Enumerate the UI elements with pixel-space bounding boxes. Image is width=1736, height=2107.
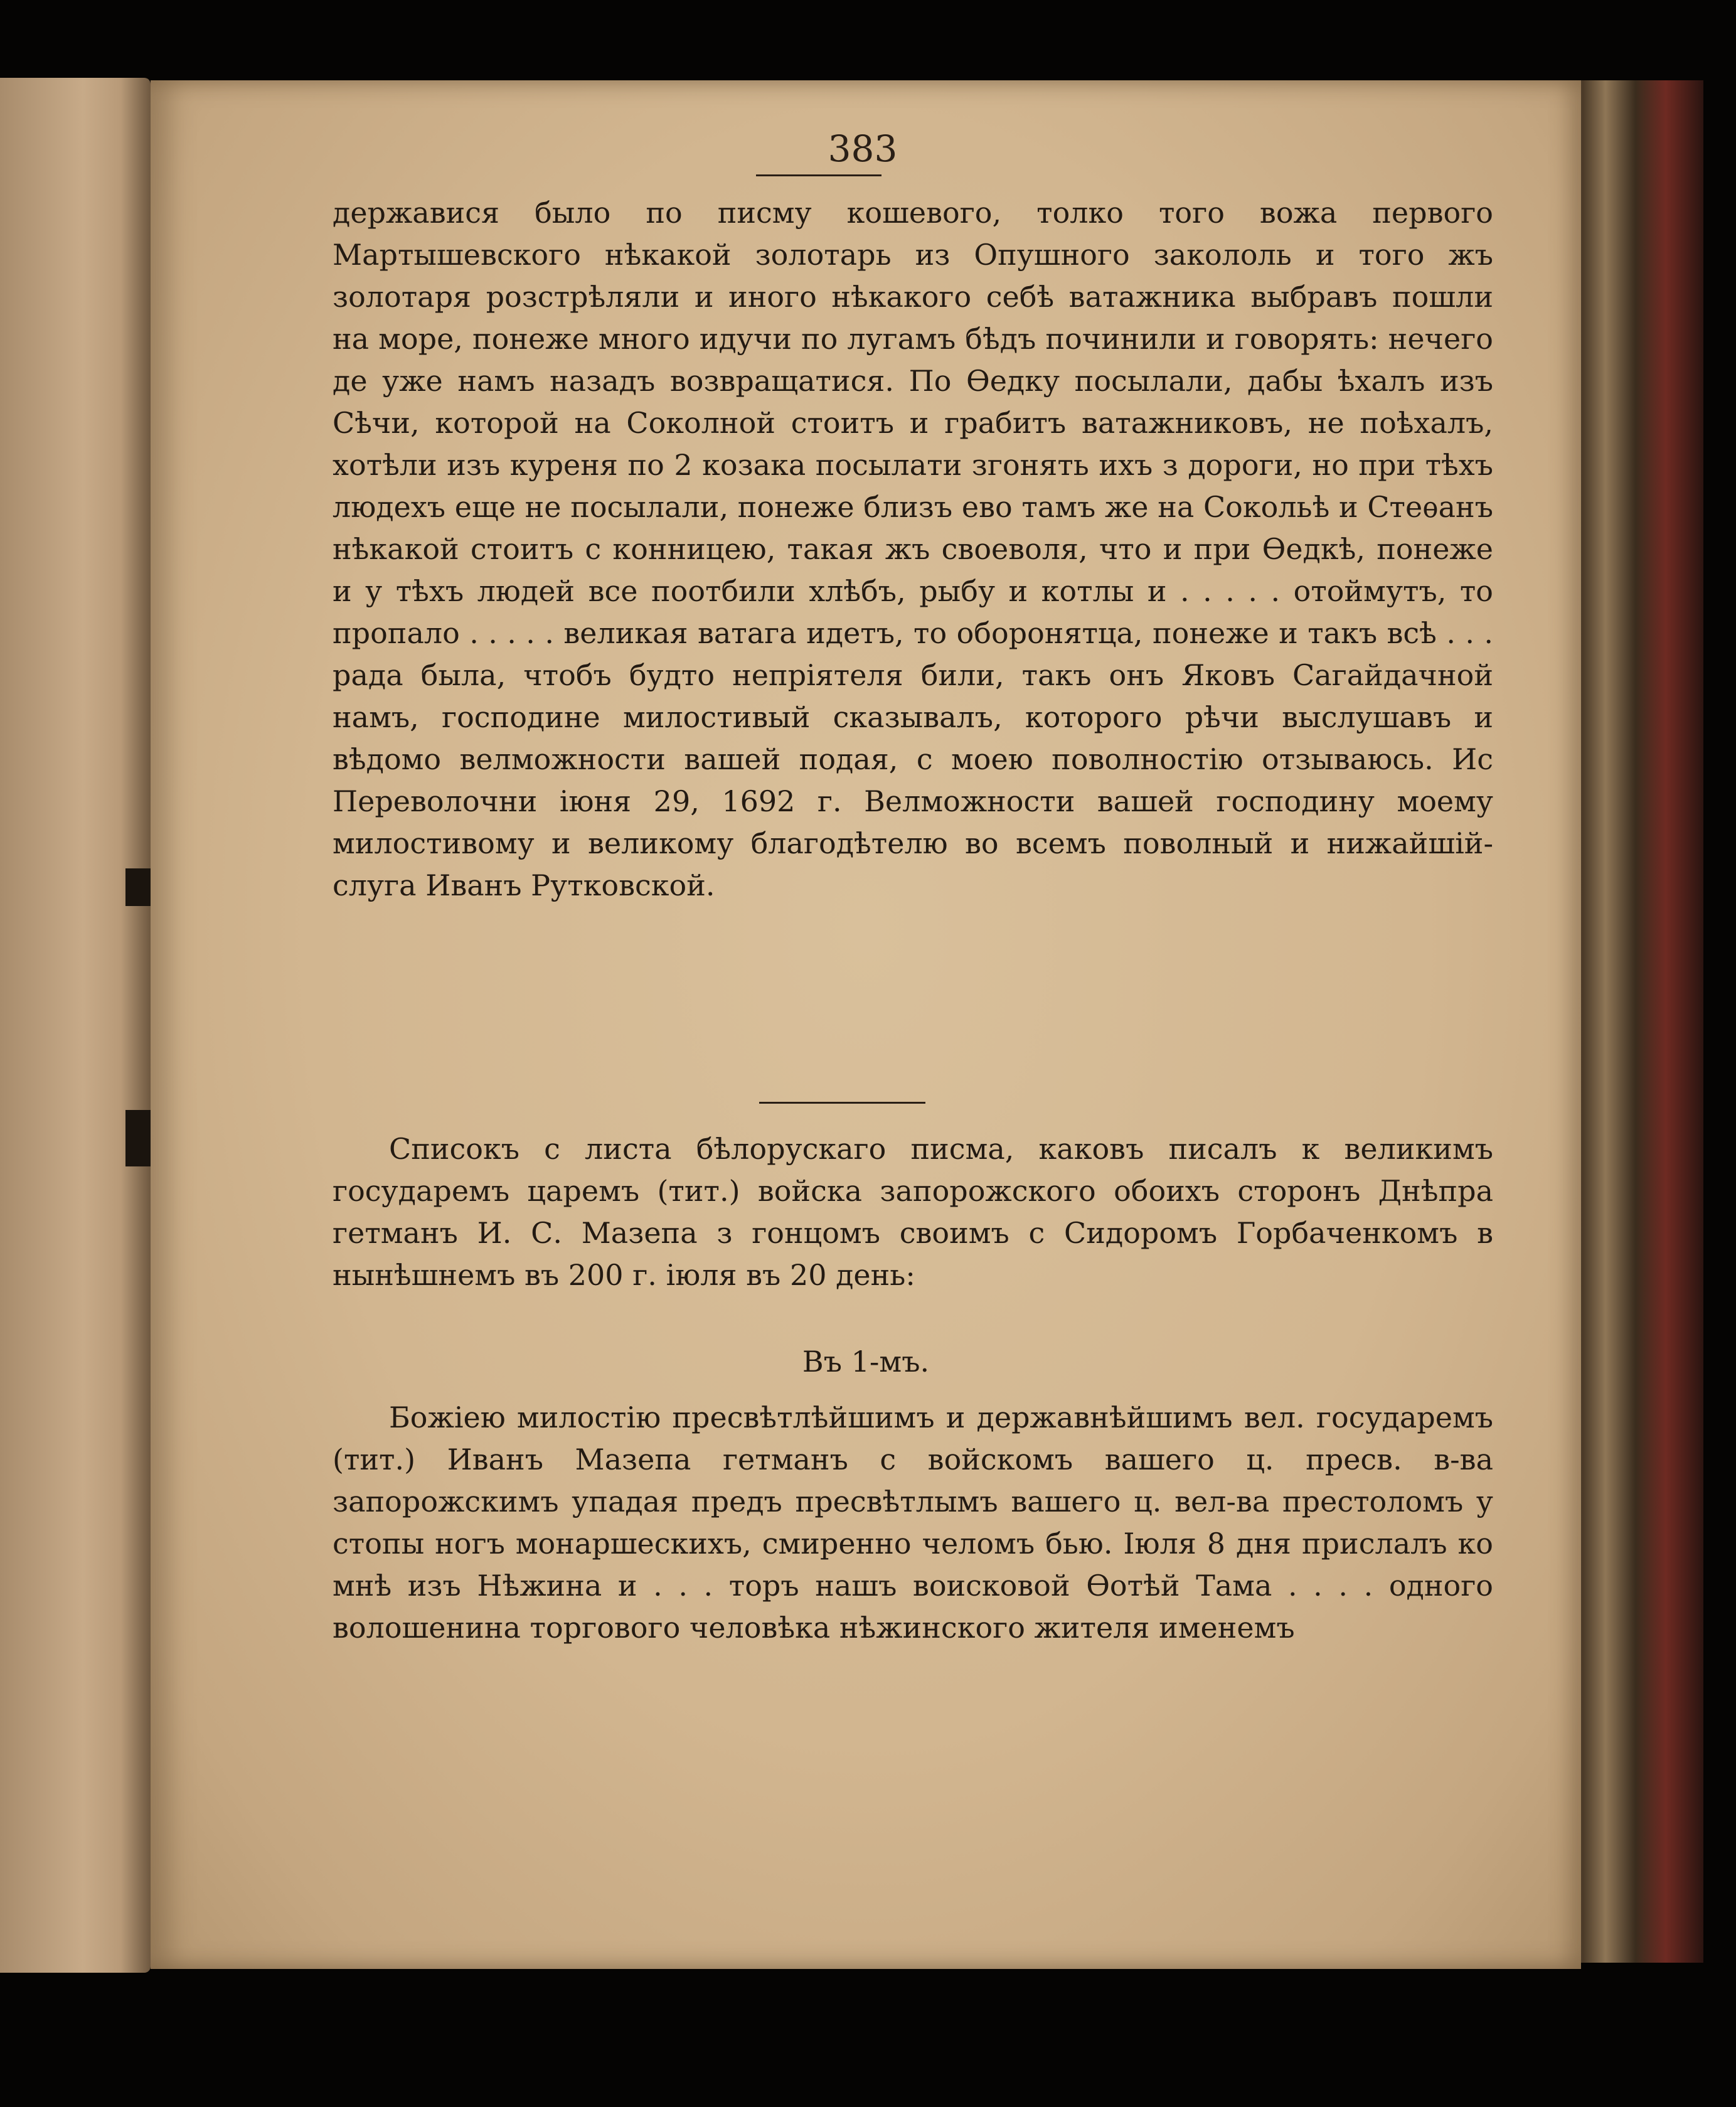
left-page-edge <box>0 78 151 1973</box>
page-number: 383 <box>828 127 898 170</box>
section-heading: Въ 1-мъ. <box>802 1345 930 1379</box>
paragraph-letter-end: державися было по писму кошевого, толко того вожа первого Мартышевского нѣкакой золотарь из Опушного закололь и того жъ золотаря розстрѣляли и иного нѣкакого себѣ ватажника выбравъ пошли на море, понеже много идучи по лугамъ бѣдъ починили и говорять: нечего де уже намъ назадъ возвращатися. По Ѳедку посылали, дабы ѣхалъ изъ Сѣчи, которой на Соколной стоитъ и грабитъ ватажниковъ, не поѣхалъ, хотѣли изъ куреня по 2 козака посылати згонять ихъ з дороги, но при тѣхъ людехъ еще не посылали, понеже близъ ево тамъ же на Сокольѣ и Стеѳанъ нѣкакой стоитъ с конницею, такая жъ своеволя, что и при Ѳедкѣ, понеже и у тѣхъ людей все поотбили хлѣбъ, рыбу и котлы и . . . . . отоймутъ, то пропало . . . . . великая ватага идетъ, то оборонятца, понеже и такъ всѣ . . . рада была, чтобъ будто непріятеля били, такъ онъ Яковъ Сагайдачной намъ, господине милостивый сказывалъ, которого рѣчи выслушавъ и вѣдомо велможности вашей подая, с моею поволностію отзываюсь. Ис Переволочни іюня 29, 1692 г. Велможности вашей господину моему милостивому и великому благодѣтелю во всемъ поволный и нижайшій- слуга Иванъ Рутковской. <box>333 196 1493 902</box>
paragraph-list-intro: Списокъ с листа бѣлорускаго писма, каковъ писалъ к великимъ государемъ царемъ (тит.) войска запорожского обоихъ сторонъ Днѣпра гетманъ И. С. Мазепа з гонцомъ своимъ с Сидоромъ Горбаченкомъ в нынѣшнемъ въ 200 г. іюля въ 20 день: <box>333 1132 1493 1292</box>
book-page <box>151 80 1581 1969</box>
section-separator <box>759 1102 925 1104</box>
page-number-rule <box>756 174 881 176</box>
paragraph-letter-body: Божіею милостію пресвѣтлѣйшимъ и державнѣйшимъ вел. государемъ (тит.) Иванъ Мазепа гетманъ с войскомъ вашего ц. пресв. в-ва запорожскимъ упадая предъ пресвѣтлымъ вашего ц. вел-ва престоломъ у стопы ногъ монаршескихъ, смиренно челомъ бью. Іюля 8 дня прислалъ ко мнѣ изъ Нѣжина и . . . торъ нашъ воисковой Ѳотѣй Тама . . . . одного волошенина торгового человѣка нѣжинского жителя именемъ <box>333 1400 1493 1645</box>
